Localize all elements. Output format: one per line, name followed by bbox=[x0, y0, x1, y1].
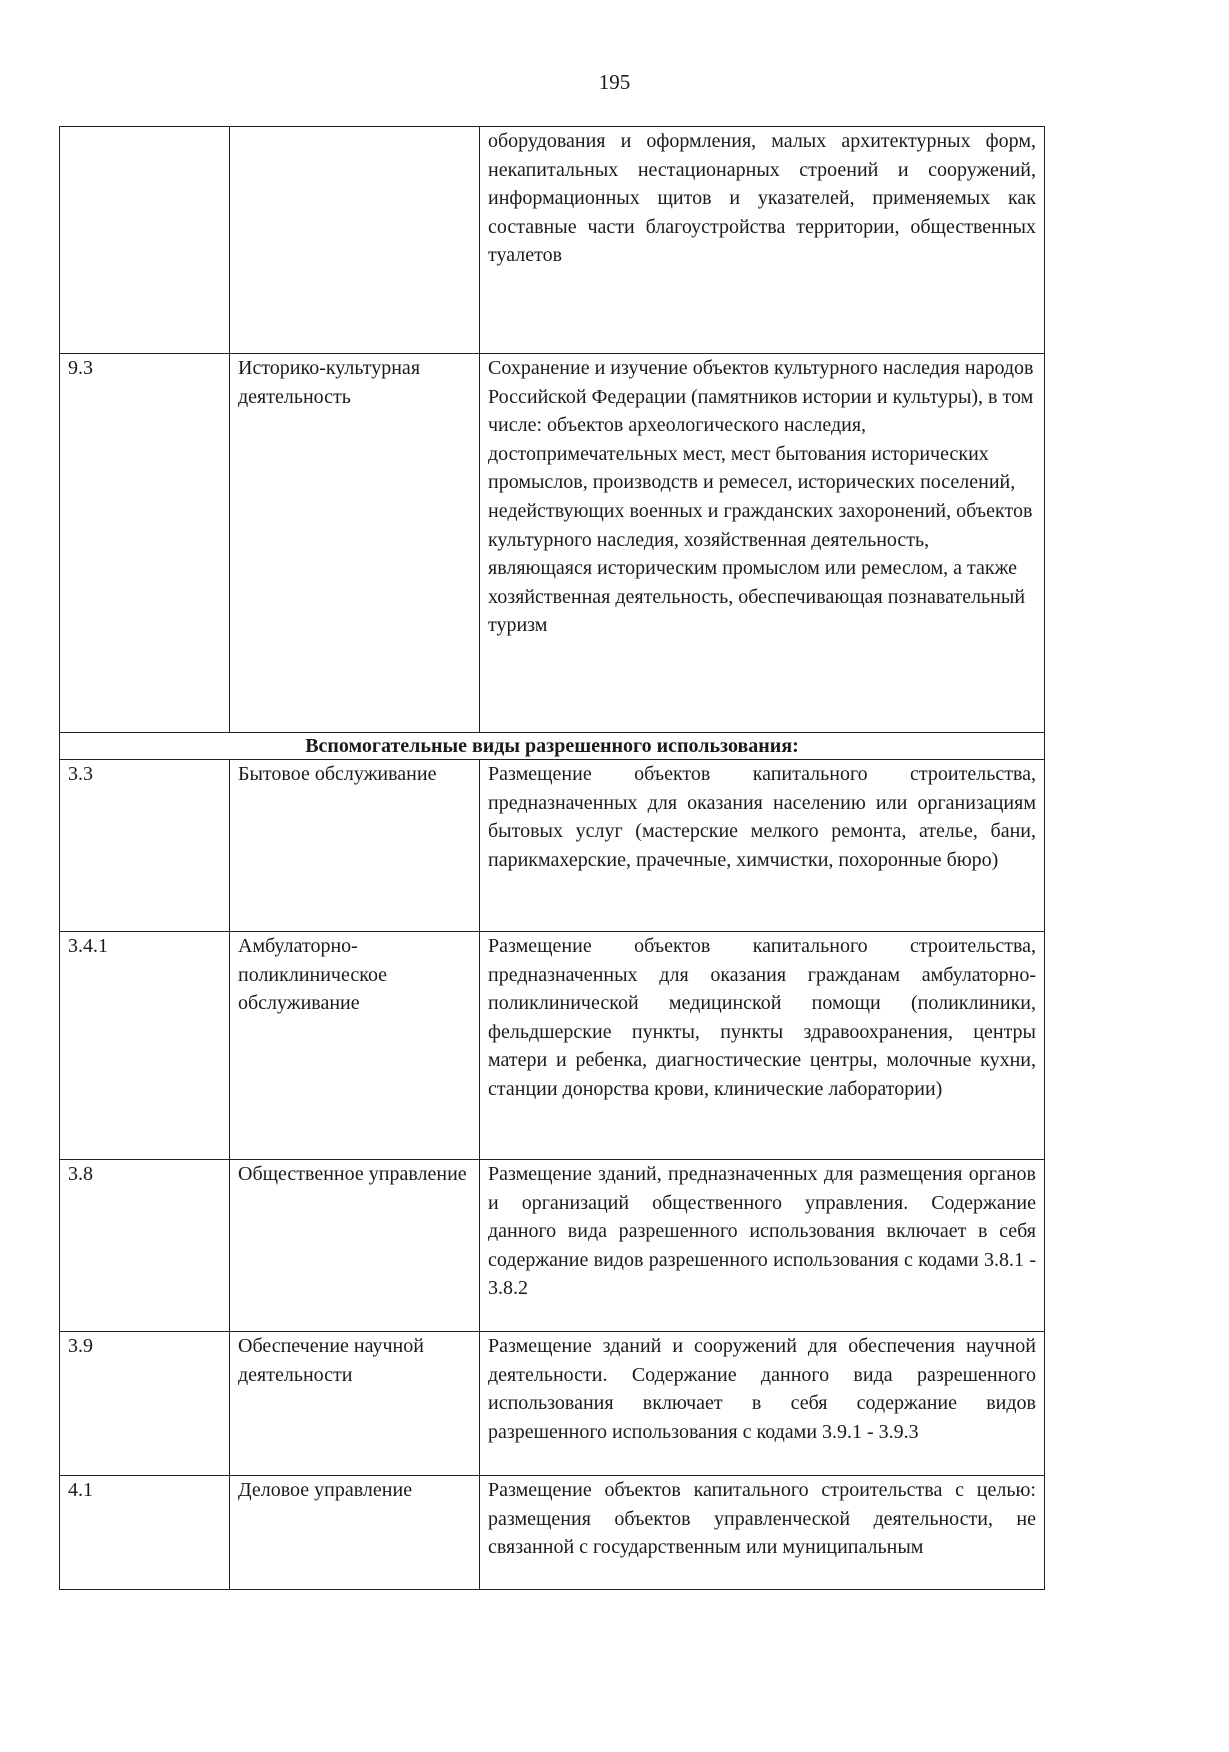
description-cell: Размещение объектов капитального строительства, предназначенных для оказания гражданам амбулаторно-поликлинической медицинской помощи (поликлиники, фельдшерские пункты, пункты здравоохранения, центры матери и ребенка, диагностические центры, молочные кухни, станции донорства крови, клинические лаборатории) bbox=[480, 932, 1045, 1160]
table-row bbox=[60, 932, 1045, 1160]
description-cell: Размещение зданий, предназначенных для размещения органов и организаций общественного управления. Содержание данного вида разрешенного использования включает в себя содержание видов разрешенного использования с кодами 3.8.1 - 3.8.2 bbox=[480, 1160, 1045, 1332]
name-cell: Амбулаторно-поликлиническое обслуживание bbox=[230, 932, 480, 1160]
name-cell: Историко-культурная деятельность bbox=[230, 354, 480, 733]
page-number: 195 bbox=[598, 70, 631, 94]
name-cell: Бытовое обслуживание bbox=[230, 760, 480, 932]
code-cell bbox=[60, 127, 230, 354]
table-row bbox=[60, 760, 1045, 932]
description-cell: Размещение зданий и сооружений для обеспечения научной деятельности. Содержание данного вида разрешенного использования включает в себя содержание видов разрешенного использования с кодами 3.9.1 - 3.9.3 bbox=[480, 1332, 1045, 1476]
table-row-continuation bbox=[60, 127, 1045, 354]
name-cell: Общественное управление bbox=[230, 1160, 480, 1332]
table-row bbox=[60, 1332, 1045, 1476]
code-cell: 3.8 bbox=[60, 1160, 230, 1332]
description-cell: оборудования и оформления, малых архитектурных форм, некапитальных нестационарных строений и сооружений, информационных щитов и указателей, применяемых как составные части благоустройства территории, общественных туалетов bbox=[480, 127, 1045, 354]
section-title: Вспомогательные виды разрешенного использования: bbox=[60, 733, 1045, 760]
table-row bbox=[60, 1476, 1045, 1590]
code-cell: 9.3 bbox=[60, 354, 230, 733]
table-row bbox=[60, 1160, 1045, 1332]
code-cell: 3.9 bbox=[60, 1332, 230, 1476]
code-cell: 4.1 bbox=[60, 1476, 230, 1590]
table-row bbox=[60, 354, 1045, 733]
section-header-row bbox=[60, 733, 1045, 760]
description-cell: Размещение объектов капитального строительства, предназначенных для оказания населению или организациям бытовых услуг (мастерские мелкого ремонта, ателье, бани, парикмахерские, прачечные, химчистки, похоронные бюро) bbox=[480, 760, 1045, 932]
name-cell: Обеспечение научной деятельности bbox=[230, 1332, 480, 1476]
description-cell: Сохранение и изучение объектов культурного наследия народов Российской Федерации (памятников истории и культуры), в том числе: объектов археологического наследия, достопримечательных мест, мест бытования исторических промыслов, производств и ремесел, исторических поселений, недействующих военных и гражданских захоронений, объектов культурного наследия, хозяйственная деятельность, являющаяся историческим промыслом или ремеслом, а также хозяйственная деятельность, обеспечивающая познавательный туризм bbox=[480, 354, 1045, 733]
land-use-table bbox=[59, 126, 1045, 1590]
name-cell bbox=[230, 127, 480, 354]
code-cell: 3.3 bbox=[60, 760, 230, 932]
description-cell: Размещение объектов капитального строительства с целью: размещения объектов управленческой деятельности, не связанной с государственным или муниципальным bbox=[480, 1476, 1045, 1590]
code-cell: 3.4.1 bbox=[60, 932, 230, 1160]
name-cell: Деловое управление bbox=[230, 1476, 480, 1590]
